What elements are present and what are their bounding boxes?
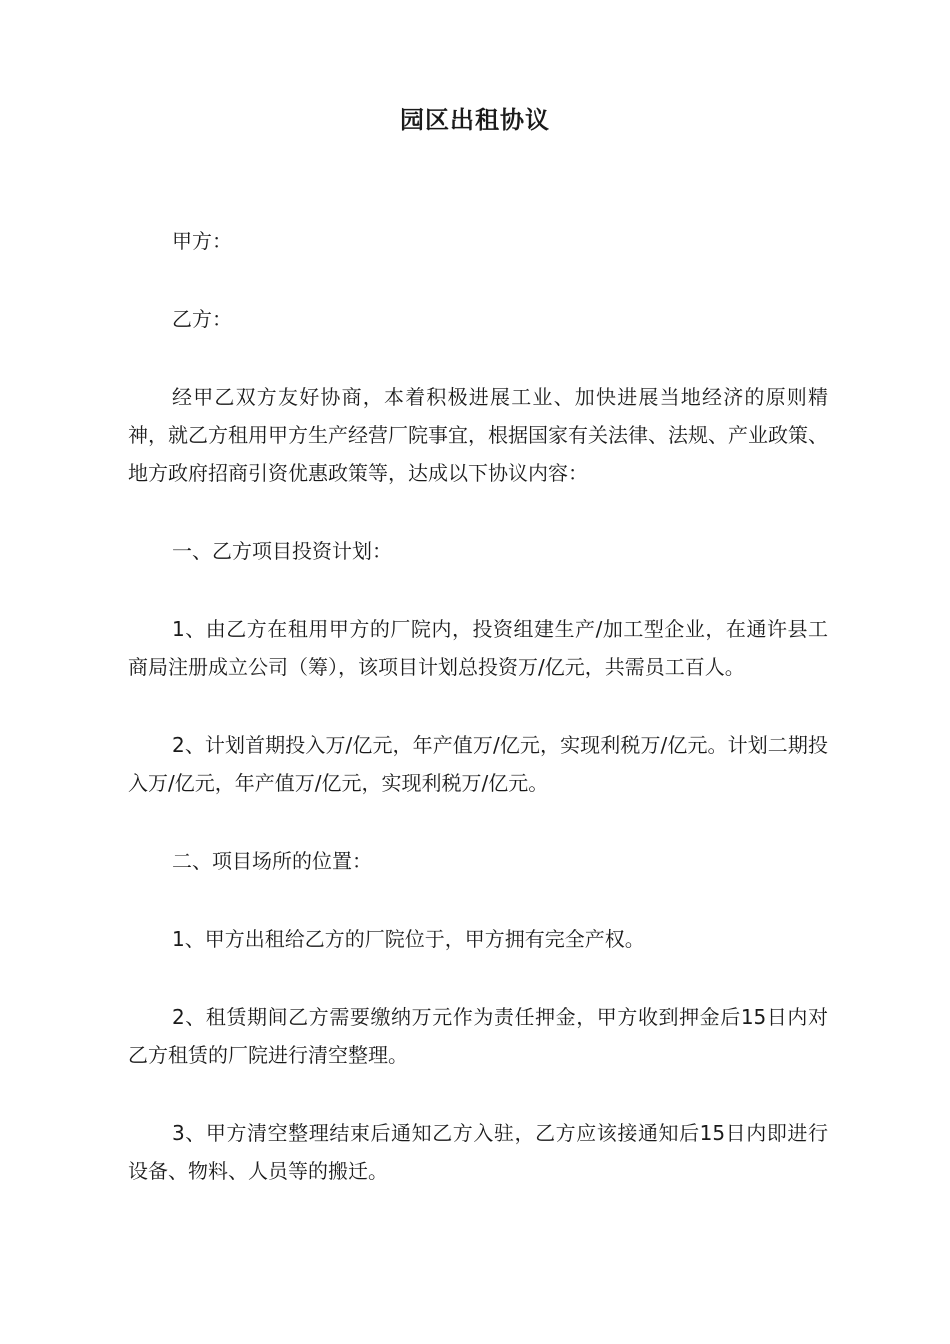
document-title: 园区出租协议	[400, 106, 550, 134]
preamble-paragraph: 经甲乙双方友好协商，本着积极进展工业、加快进展当地经济的原则精神，就乙方租用甲方生产经营厂院事宜，根据国家有关法律、法规、产业政策、地方政府招商引资优惠政策等，达成以下协议内容：	[128, 385, 828, 485]
clause-2-1: 1、甲方出租给乙方的厂院位于，甲方拥有完全产权。	[172, 927, 645, 951]
party-a-line: 甲方：	[172, 229, 232, 253]
clause-2-2: 2、租赁期间乙方需要缴纳万元作为责任押金，甲方收到押金后15日内对乙方租赁的厂院进行清空整理。	[128, 1005, 828, 1067]
document-body	[128, 222, 828, 1230]
section-heading-2: 二、项目场所的位置：	[172, 849, 372, 873]
clause-1-1: 1、由乙方在租用甲方的厂院内，投资组建生产/加工型企业，在通许县工商局注册成立公司（筹），该项目计划总投资万/亿元，共需员工百人。	[128, 617, 828, 679]
party-b-line: 乙方：	[172, 307, 232, 331]
clause-2-3: 3、甲方清空整理结束后通知乙方入驻，乙方应该接通知后15日内即进行设备、物料、人员等的搬迁。	[128, 1121, 828, 1183]
section-heading-1: 一、乙方项目投资计划：	[172, 539, 392, 563]
clause-1-2: 2、计划首期投入万/亿元，年产值万/亿元，实现利税万/亿元。计划二期投入万/亿元，年产值万/亿元，实现利税万/亿元。	[128, 733, 828, 795]
